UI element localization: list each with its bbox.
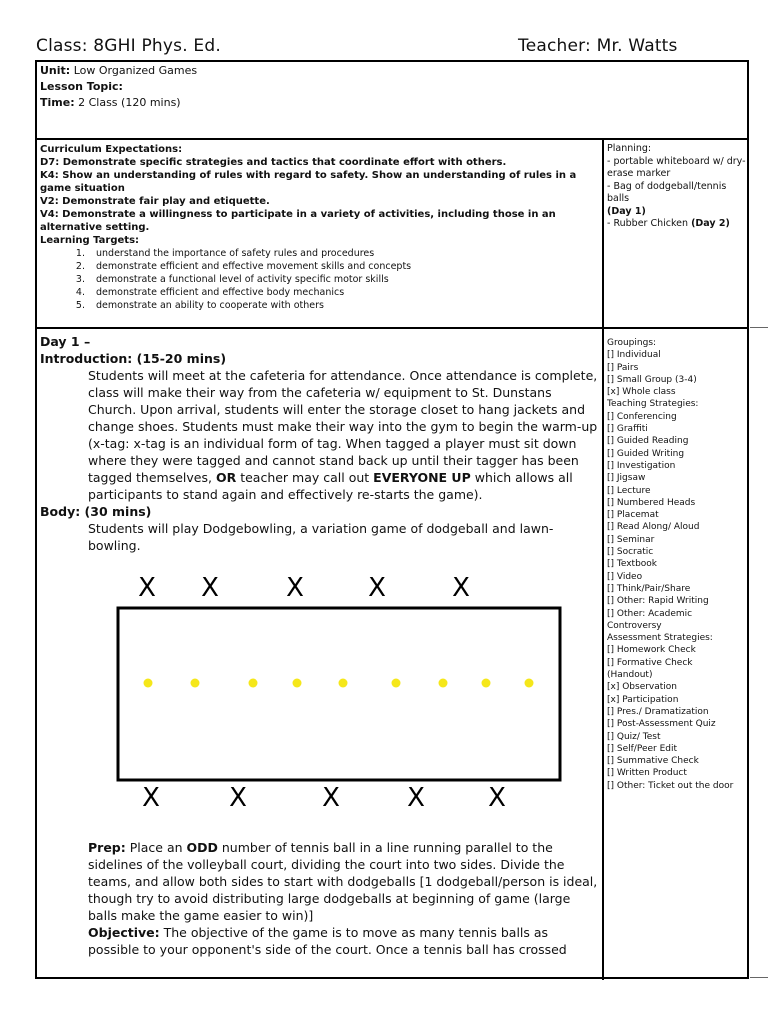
- prep-text-part: Place an: [125, 840, 187, 855]
- checklist-item: [] Graffiti: [607, 424, 648, 435]
- checklist-item: [] Investigation: [607, 460, 676, 471]
- checklist-item: [] Textbook: [607, 559, 658, 570]
- learning-target: 5. demonstrate an ability to cooperate with others: [88, 299, 600, 312]
- player-x-mark: X: [201, 573, 219, 603]
- intro-emphasis: OR: [215, 470, 237, 485]
- checklist-item: [] Read Along/ Aloud: [607, 522, 700, 533]
- checklist-item: [] Other: Academic: [607, 608, 693, 619]
- checklist-item: [] Quiz/ Test: [607, 731, 661, 742]
- divider-curriculum: [35, 327, 749, 329]
- checklist-item: [] Other: Ticket out the door: [607, 780, 734, 791]
- learning-target: 2. demonstrate efficient and effective movement skills and concepts: [88, 260, 600, 273]
- checklist-item: [] Post-Assessment Quiz: [607, 719, 716, 730]
- divider-sidebar: [602, 139, 604, 980]
- day-section: [40, 333, 600, 554]
- player-x-mark: X: [452, 573, 470, 603]
- checklist-item: Assessment Strategies:: [607, 633, 713, 644]
- player-x-mark: X: [142, 783, 160, 813]
- learning-targets-list: [40, 247, 600, 312]
- learning-target: 3. demonstrate a functional level of activity specific motor skills: [88, 273, 600, 286]
- introduction-text: [40, 367, 600, 503]
- court-diagram: [105, 570, 575, 830]
- tennis-ball: [439, 679, 448, 688]
- planning-title: Planning:: [607, 143, 652, 154]
- time-label: Time:: [40, 96, 75, 109]
- checklist-item: [] Individual: [607, 350, 661, 361]
- player-x-mark: X: [138, 573, 156, 603]
- checklist-item: [] Homework Check: [607, 645, 696, 656]
- tennis-ball: [339, 679, 348, 688]
- curriculum-section: [40, 143, 600, 312]
- checklist-item: [x] Observation: [607, 682, 678, 693]
- expectation-d7: D7: Demonstrate specific strategies and tactics that coordinate effort with others.: [40, 157, 507, 168]
- learning-targets-title: Learning Targets:: [40, 235, 140, 246]
- intro-emphasis: EVERYONE UP: [373, 470, 471, 485]
- expectation-k4: K4: Show an understanding of rules with regard to safety. Show an understanding of rules in a game situation: [40, 170, 577, 194]
- teacher-header: Teacher: Mr. Watts: [518, 36, 678, 56]
- expectation-v2: V2: Demonstrate fair play and etiquette.: [40, 196, 270, 207]
- intro-text-part: Students will meet at the cafeteria for attendance. Once attendance is complete, class will make their way from the cafeteria w/ equipment to St. Dunstans Church. Upon arrival, students will enter the storage closet to hang jackets and change shoes. Students must make their way into the gym to begin the warm-up (x-tag: x-tag is an individual form of tag. When tagged a player must sit down where they were tagged and cannot stand back up until their tagger has been tagged themselves,: [88, 368, 598, 485]
- prep-section: [88, 839, 598, 958]
- checklist-item: [] Formative Check: [607, 657, 693, 668]
- checklist-item: Controversy: [607, 620, 662, 631]
- body-text: Students will play Dodgebowling, a variation game of dodgeball and lawn-bowling.: [88, 521, 554, 553]
- prep-emphasis: ODD: [186, 840, 218, 855]
- checklist-item: [] Socratic: [607, 547, 654, 558]
- unit-label: Unit:: [40, 64, 71, 77]
- checklist-item: Teaching Strategies:: [607, 399, 699, 410]
- player-x-mark: X: [407, 783, 425, 813]
- checklist-item: [] Conferencing: [607, 411, 677, 422]
- margin-tick: [750, 327, 768, 328]
- checklist-item: [] Seminar: [607, 534, 655, 545]
- checklist-item: [] Video: [607, 571, 643, 582]
- day-title: Day 1 –: [40, 334, 91, 349]
- checklist-item: [] Lecture: [607, 485, 651, 496]
- tennis-ball: [482, 679, 491, 688]
- prep-text-part: number of tennis ball in a line running parallel to the sidelines of the volleyball court, dividing the court into two sides. Divide the teams, and allow both sides to start with dodgeballs [1 dodgeball/person is ideal, though try to avoid distributing large dodgeballs at beginning of game (large balls make the game easier to win)]: [88, 840, 598, 923]
- unit-section: [40, 63, 580, 111]
- player-x-mark: X: [488, 783, 506, 813]
- tennis-ball: [249, 679, 258, 688]
- prep-label: Prep:: [88, 840, 126, 855]
- expectation-v4: V4: Demonstrate a willingness to participate in a variety of activities, including those in an alternative setting.: [40, 209, 556, 233]
- player-x-mark: X: [229, 783, 247, 813]
- strategies-checklist: [607, 337, 747, 792]
- checklist-item: [] Pairs: [607, 362, 639, 373]
- planning-item: - Rubber Chicken: [607, 218, 689, 229]
- divider-unit: [35, 138, 749, 140]
- tennis-ball: [293, 679, 302, 688]
- learning-target: 1. understand the importance of safety rules and procedures: [88, 247, 600, 260]
- checklist-item: [] Think/Pair/Share: [607, 583, 691, 594]
- checklist-item: [x] Participation: [607, 694, 679, 705]
- player-x-mark: X: [286, 573, 304, 603]
- tennis-ball: [392, 679, 401, 688]
- tennis-ball: [191, 679, 200, 688]
- tennis-ball: [144, 679, 153, 688]
- checklist-item: [] Summative Check: [607, 756, 699, 767]
- planning-section: [607, 143, 747, 231]
- planning-item: - portable whiteboard w/ dry-erase marker: [607, 155, 746, 179]
- objective-label: Objective:: [88, 925, 160, 940]
- intro-text-part: which allows all participants to stand again and effectively re-starts the game).: [88, 470, 573, 502]
- introduction-title: Introduction: (15-20 mins): [40, 351, 227, 366]
- planning-item: - Bag of dodgeball/tennis balls: [607, 180, 727, 204]
- checklist-item: [] Other: Rapid Writing: [607, 596, 709, 607]
- checklist-item: [] Small Group (3-4): [607, 374, 697, 385]
- checklist-item: (Handout): [607, 670, 653, 681]
- class-header: Class: 8GHI Phys. Ed.: [36, 36, 221, 56]
- player-x-mark: X: [322, 783, 340, 813]
- margin-tick: [750, 977, 768, 978]
- planning-day-note: (Day 1): [607, 205, 646, 217]
- checklist-item: [] Self/Peer Edit: [607, 743, 678, 754]
- tennis-ball: [525, 679, 534, 688]
- time-value: 2 Class (120 mins): [74, 96, 181, 109]
- lesson-topic-label: Lesson Topic:: [40, 80, 123, 93]
- checklist-item: [] Written Product: [607, 768, 687, 779]
- checklist-item: [] Numbered Heads: [607, 497, 696, 508]
- checklist-item: [] Pres./ Dramatization: [607, 706, 709, 717]
- checklist-item: [] Jigsaw: [607, 473, 646, 484]
- objective-text: The objective of the game is to move as many tennis balls as possible to your opponent's side of the court. Once a tennis ball has crossed: [88, 925, 567, 957]
- checklist-item: [x] Whole class: [607, 387, 676, 398]
- unit-value: Low Organized Games: [70, 64, 198, 77]
- checklist-item: [] Guided Writing: [607, 448, 685, 459]
- learning-target: 4. demonstrate efficient and effective body mechanics: [88, 286, 600, 299]
- body-title: Body: (30 mins): [40, 504, 152, 519]
- planning-day-note: (Day 2): [691, 218, 730, 229]
- player-x-mark: X: [368, 573, 386, 603]
- checklist-item: Groupings:: [607, 338, 657, 348]
- court-boundary: [118, 608, 560, 780]
- curriculum-title: Curriculum Expectations:: [40, 144, 183, 155]
- checklist-item: [] Guided Reading: [607, 436, 689, 447]
- intro-text-part: teacher may call out: [236, 470, 374, 485]
- checklist-item: [] Placemat: [607, 510, 659, 521]
